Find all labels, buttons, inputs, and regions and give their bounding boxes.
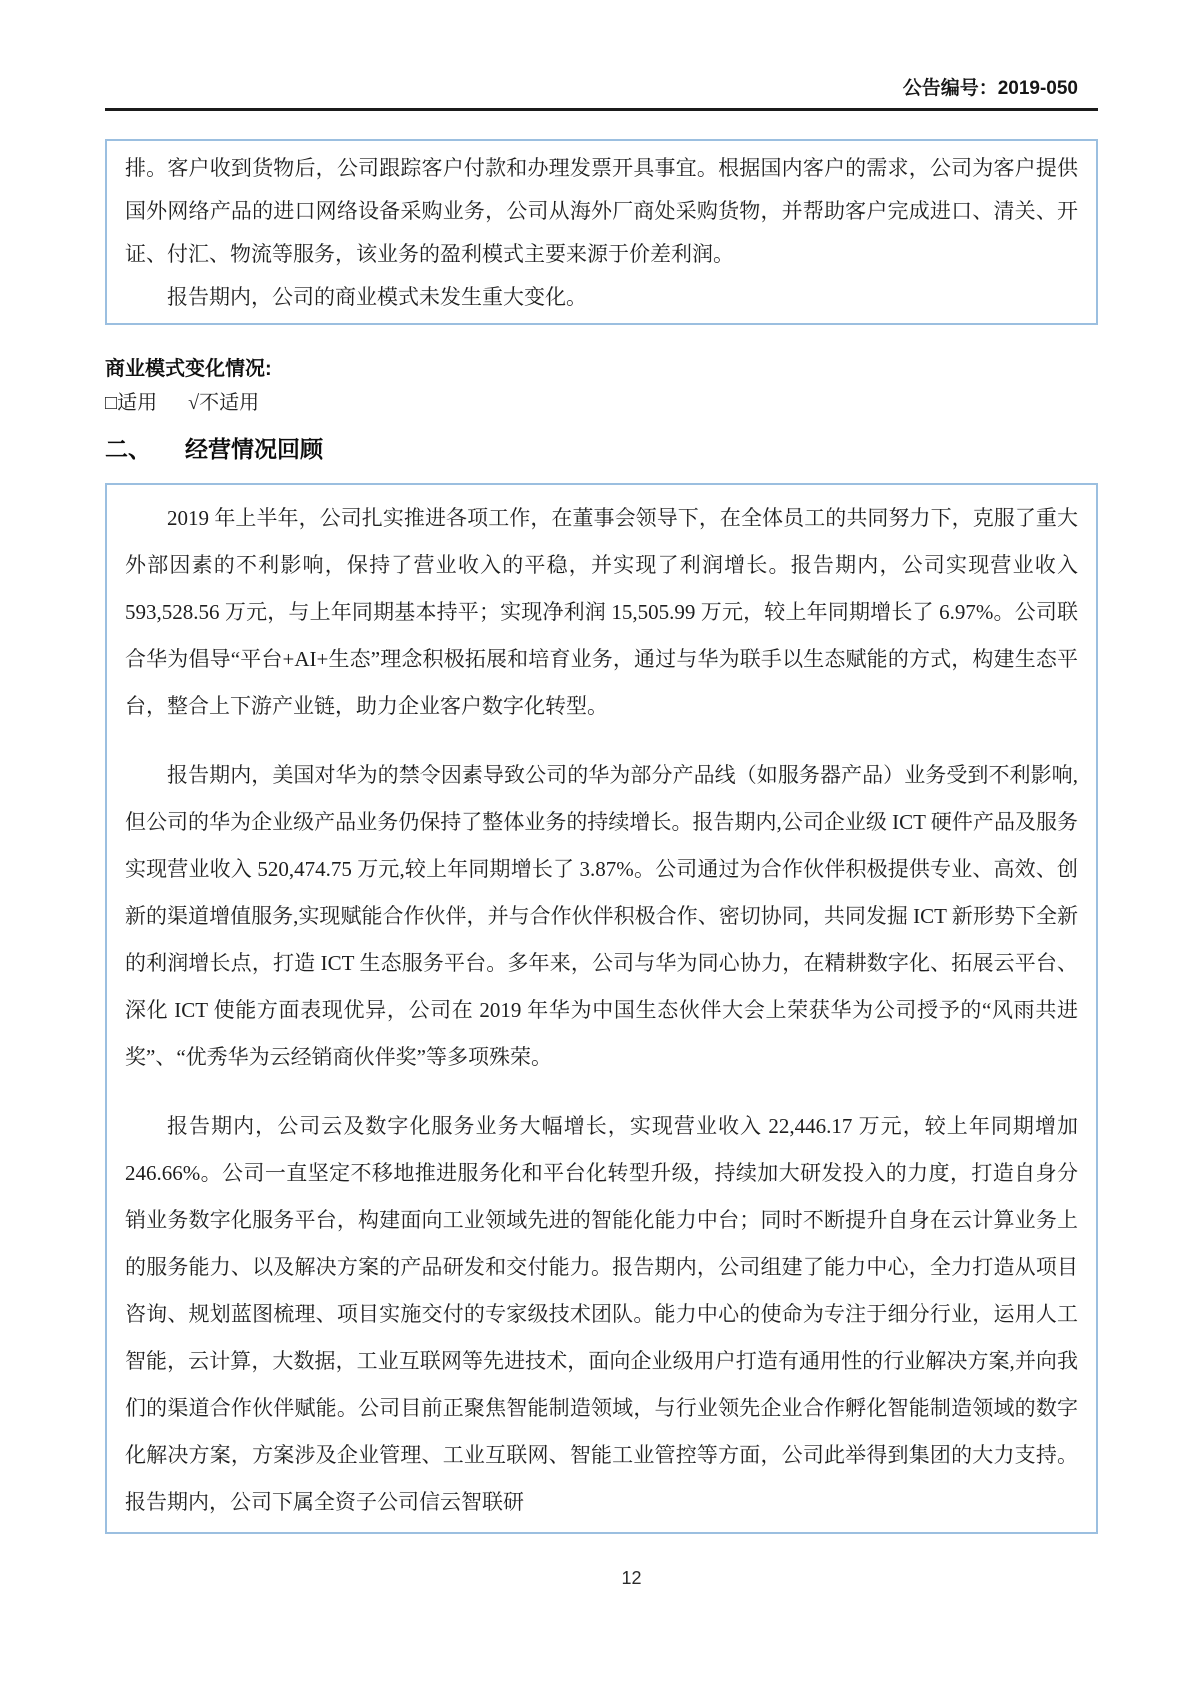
- business-model-box: [105, 139, 1098, 325]
- review-paragraph: 报告期内，公司云及数字化服务业务大幅增长，实现营业收入 22,446.17 万元，较上年同期增加 246.66%。公司一直坚定不移地推进服务化和平台化转型升级，持续加大研发投入的力度，打造自身分销业务数字化服务平台，构建面向工业领域先进的智能化能力中台；同时不断提升自身在云计算业务上的服务能力、以及解决方案的产品研发和交付能力。报告期内，公司组建了能力中心，全力打造从项目咨询、规划蓝图梳理、项目实施交付的专家级技术团队。能力中心的使命为专注于细分行业，运用人工智能，云计算，大数据，工业互联网等先进技术，面向企业级用户打造有通用性的行业解决方案,并向我们的渠道合作伙伴赋能。公司目前正聚焦智能制造领域，与行业领先企业合作孵化智能制造领域的数字化解决方案，方案涉及企业管理、工业互联网、智能工业管控等方面，公司此举得到集团的大力支持。报告期内，公司下属全资子公司信云智联研: [125, 1114, 1078, 1514]
- business-model-paragraph: 排。客户收到货物后，公司跟踪客户付款和办理发票开具事宜。根据国内客户的需求，公司为客户提供国外网络产品的进口网络设备采购业务，公司从海外厂商处采购货物，并帮助客户完成进口、清关、开证、付汇、物流等服务，该业务的盈利模式主要来源于价差利润。: [125, 156, 1078, 266]
- checkbox-applicable: □适用: [105, 392, 158, 414]
- operations-review-box: [105, 483, 1098, 1534]
- business-model-change-title: 商业模式变化情况:: [105, 358, 272, 380]
- section-number: 二、: [105, 436, 151, 462]
- section-heading: [105, 433, 1098, 465]
- doc-number: 公告编号：2019-050: [902, 78, 1078, 99]
- business-model-paragraph: 报告期内，公司的商业模式未发生重大变化。: [167, 285, 587, 309]
- review-paragraph: 2019 年上半年，公司扎实推进各项工作，在董事会领导下，在全体员工的共同努力下，克服了重大外部因素的不利影响，保持了营业收入的平稳，并实现了利润增长。报告期内，公司实现营业收入 593,528.56 万元，与上年同期基本持平；实现净利润 15,505.99 万元，较上年同期增长了 6.97%。公司联合华为倡导“平台+AI+生态”理念积极拓展和培育业务，通过与华为联手以生态赋能的方式，构建生态平台，整合上下游产业链，助力企业客户数字化转型。: [125, 506, 1078, 718]
- section-title: 经营情况回顾: [185, 436, 323, 462]
- review-paragraph: 报告期内，美国对华为的禁令因素导致公司的华为部分产品线（如服务器产品）业务受到不利影响,但公司的华为企业级产品业务仍保持了整体业务的持续增长。报告期内,公司企业级 ICT 硬件产品及服务实现营业收入 520,474.75 万元,较上年同期增长了 3.87%。公司通过为合作伙伴积极提供专业、高效、创新的渠道增值服务,实现赋能合作伙伴，并与合作伙伴积极合作、密切协同，共同发掘 ICT 新形势下全新的利润增长点，打造 ICT 生态服务平台。多年来，公司与华为同心协力，在精耕数字化、拓展云平台、深化 ICT 使能方面表现优异，公司在 2019 年华为中国生态伙伴大会上荣获华为公司授予的“风雨共进奖”、“优秀华为云经销商伙伴奖”等多项殊荣。: [125, 763, 1078, 1069]
- applicability-options: [105, 389, 1098, 417]
- header-rule: [105, 108, 1098, 111]
- checkbox-not-applicable: √不适用: [188, 392, 260, 414]
- page-number: 12: [621, 1568, 642, 1588]
- document-page: [105, 0, 1098, 1589]
